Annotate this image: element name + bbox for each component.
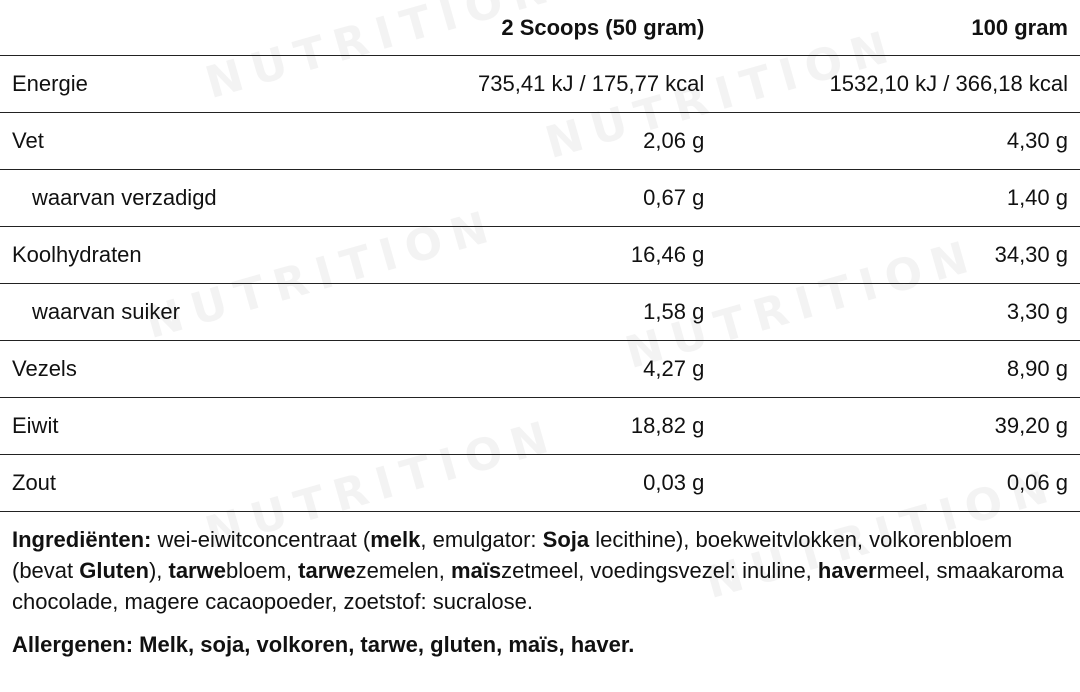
row-label: Eiwit <box>0 398 375 455</box>
row-serving-value: 18,82 g <box>375 398 717 455</box>
ingredient-text: , emulgator: <box>420 527 543 552</box>
row-serving-value: 2,06 g <box>375 113 717 170</box>
row-per-100-value: 0,06 g <box>716 455 1080 512</box>
ingredient-text: ), <box>148 558 169 583</box>
row-serving-value: 16,46 g <box>375 227 717 284</box>
ingredient-highlight: haver <box>817 558 877 583</box>
table-row <box>0 56 1080 113</box>
row-per-100-value: 34,30 g <box>716 227 1080 284</box>
table-header-row <box>0 0 1080 56</box>
ingredient-text: zetmeel, voedingsvezel: inuline, <box>501 558 818 583</box>
ingredients-text <box>12 524 1068 617</box>
row-serving-value: 0,03 g <box>375 455 717 512</box>
header-serving: 2 Scoops (50 gram) <box>375 0 717 56</box>
ingredient-text: meel, smaakaroma chocolade, magere cacaopoeder, zoetstof: sucralose. <box>12 558 1064 614</box>
ingredient-highlight: Gluten <box>79 558 149 583</box>
row-label: Vet <box>0 113 375 170</box>
header-label <box>0 0 375 56</box>
row-serving-value: 735,41 kJ / 175,77 kcal <box>375 56 717 113</box>
table-row <box>0 227 1080 284</box>
row-label: waarvan suiker <box>0 284 375 341</box>
row-per-100-value: 1532,10 kJ / 366,18 kcal <box>716 56 1080 113</box>
row-label: Koolhydraten <box>0 227 375 284</box>
row-serving-value: 0,67 g <box>375 170 717 227</box>
ingredient-text: bloem, <box>225 558 299 583</box>
header-per-100: 100 gram <box>716 0 1080 56</box>
table-row <box>0 170 1080 227</box>
ingredient-highlight: maïs <box>451 558 502 583</box>
row-per-100-value: 3,30 g <box>716 284 1080 341</box>
row-per-100-value: 8,90 g <box>716 341 1080 398</box>
row-per-100-value: 1,40 g <box>716 170 1080 227</box>
ingredient-highlight: tarwe <box>168 558 226 583</box>
row-label: Zout <box>0 455 375 512</box>
row-label: Vezels <box>0 341 375 398</box>
table-row <box>0 341 1080 398</box>
ingredient-highlight: melk <box>370 527 421 552</box>
table-row <box>0 284 1080 341</box>
row-label: waarvan verzadigd <box>0 170 375 227</box>
allergens-text: Allergenen: Melk, soja, volkoren, tarwe, gluten, maïs, haver. <box>12 632 635 657</box>
ingredient-text: zemelen, <box>355 558 452 583</box>
ingredient-highlight: Ingrediënten: <box>12 527 152 552</box>
table-row <box>0 398 1080 455</box>
row-serving-value: 4,27 g <box>375 341 717 398</box>
ingredient-text: lecithine), boekweitvlokken, volkorenbloem (bevat <box>12 527 1013 583</box>
ingredient-highlight: tarwe <box>298 558 356 583</box>
row-per-100-value: 39,20 g <box>716 398 1080 455</box>
table-body <box>0 56 1080 512</box>
row-serving-value: 1,58 g <box>375 284 717 341</box>
table-row <box>0 455 1080 512</box>
row-per-100-value: 4,30 g <box>716 113 1080 170</box>
row-label: Energie <box>0 56 375 113</box>
ingredient-highlight: Soja <box>542 527 590 552</box>
ingredient-text: wei-eiwitconcentraat ( <box>151 527 371 552</box>
table-row <box>0 113 1080 170</box>
